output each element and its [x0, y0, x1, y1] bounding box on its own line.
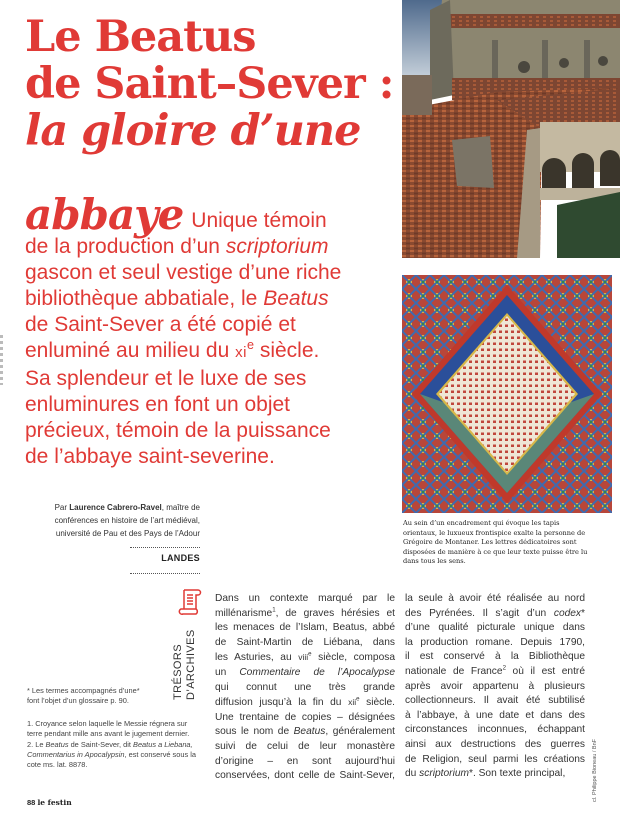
byline	[30, 501, 200, 540]
article-title	[25, 14, 405, 155]
byline-prefix: Par	[54, 503, 70, 512]
body-line: de Religion, seul parmi les créations	[405, 753, 585, 765]
body-line: collectionneurs. Il avait été subtilisé	[405, 695, 585, 707]
lede-italic: Beatus	[263, 287, 329, 310]
body-line: la seule à avoir été réalisée au nord	[405, 593, 585, 604]
lede-line: Sa splendeur et le luxe de ses	[25, 367, 307, 390]
century-numeral: xi	[235, 344, 247, 361]
title-line-2: de Saint–Sever :	[25, 59, 394, 109]
lede-text: bibliothèque abbatiale, le	[25, 287, 264, 310]
footnote-1: 1. Croyance selon laquelle le Messie régnera sur terre pendant mille ans avant le jugement dernier.	[27, 719, 190, 738]
lede-text: enluminé au milieu du	[25, 339, 236, 362]
body-column-2	[405, 592, 585, 782]
glossary-note	[27, 686, 202, 705]
body-line: d’une qualité picturale unique dans	[405, 622, 585, 634]
footnote-ref: 2	[502, 664, 506, 672]
body-line: qui connut une très grande	[215, 681, 395, 693]
body-line: ainsi aux destructions des guerres	[405, 738, 585, 750]
body-text: millénarisme	[215, 607, 273, 619]
body-line: Dans un contexte marqué par le	[215, 593, 395, 604]
lede-line: de Saint-Sever a été copié et	[25, 313, 296, 336]
glossary-mark: *	[581, 607, 585, 619]
body-text: sous le nom de	[215, 726, 294, 738]
body-italic: Beatus	[293, 726, 326, 738]
rubric-line-2: D’ARCHIVES	[185, 629, 197, 700]
body-text: , généralement	[325, 726, 395, 738]
region-label: LANDES	[161, 553, 200, 563]
body-text: siècle, composa	[311, 652, 396, 664]
byline-author: Laurence Cabrero-Ravel	[69, 503, 162, 512]
lede-italic: scriptorium	[225, 235, 329, 258]
century-numeral: xii	[348, 697, 357, 708]
divider	[130, 547, 200, 548]
lede-text: de la production d’un	[25, 235, 226, 258]
byline-role: , maître de	[161, 503, 200, 512]
body-line: à l’abbaye, à une date et dans des	[405, 709, 585, 721]
body-line: de Saint-Martin de Liébana, dans	[215, 636, 395, 648]
body-line: il est conservé à la Bibliothèque	[405, 651, 585, 663]
body-text: diffusion jusqu’à la fin du	[215, 697, 349, 709]
title-line-4: abbaye	[25, 190, 184, 239]
body-column-1	[215, 592, 395, 784]
glossary-note-line: * Les termes accompagnés d’une*	[27, 686, 140, 695]
photo-credit-text: cl. Philippe Bioneau / BnF	[592, 739, 598, 802]
article-lede	[25, 190, 395, 470]
lede-line: gascon et seul vestige d’une riche	[25, 261, 342, 284]
divider	[130, 573, 200, 574]
footnote-text: 2. Le	[27, 740, 46, 750]
glossary-note-line: font l’objet d’un glossaire p. 90.	[27, 695, 129, 705]
body-italic: Commentaire de l’Apocalypse	[239, 666, 395, 678]
page-number: 88	[27, 798, 36, 807]
footnotes	[27, 686, 202, 769]
century-numeral: viii	[298, 652, 309, 663]
rubric-line-1: TRÉSORS	[172, 644, 184, 700]
body-text: , de graves hérésies et	[275, 607, 395, 619]
magazine-name: le festin	[37, 798, 72, 807]
page-folio	[27, 798, 72, 807]
lede-text: siècle.	[253, 339, 320, 362]
body-italic: scriptorium	[419, 768, 469, 780]
body-line: après avoir appartenu à plusieurs	[405, 680, 585, 692]
lede-line: précieux, témoin de la puissance	[25, 419, 331, 442]
body-line: circonstances inconnues, échappant	[405, 724, 585, 736]
footnote-2	[27, 740, 202, 769]
byline-affiliation: université de Pau et des Pays de l’Adour	[55, 529, 200, 538]
body-text: des Pyrénées. Il s’agit d’un	[405, 607, 554, 619]
body-line: d’origine – en sont aujourd’hui	[215, 755, 395, 767]
superscript: e	[246, 338, 254, 352]
superscript: e	[308, 650, 312, 658]
footnote-italic: Beatus	[45, 740, 69, 750]
body-line: suivi de celui de leur monastère	[215, 740, 395, 752]
lede-line: de l’abbaye saint-severine.	[25, 445, 275, 468]
abbey-photo	[402, 0, 620, 258]
body-text: les Asturies, au	[215, 652, 299, 664]
body-text: où il est entré	[505, 665, 585, 677]
body-line: les menaces de l’Islam, Beatus, abbé	[215, 622, 395, 634]
footnote-text: de Saint-Sever, dit	[68, 740, 134, 750]
title-line-1: Le Beatus	[25, 12, 256, 62]
manuscript-frontispiece-image	[402, 275, 612, 513]
body-line: Une trentaine de copies – désignées	[215, 711, 395, 723]
image-caption: Au sein d’un encadrement qui évoque les tapis orientaux, le luxueux frontispice exalte la personne de Grégoire de Montaner. Les lettres dédicatoires sont disposées de manière à ce que leur texte puisse être lu dans tous les sens.	[403, 519, 588, 566]
body-line: la production romane. Depuis 1790,	[405, 636, 585, 648]
superscript: e	[356, 695, 360, 703]
footnote-ref: 1	[272, 606, 276, 614]
scroll-icon	[178, 588, 202, 616]
lede-line: Unique témoin	[191, 209, 327, 232]
body-text: un	[215, 666, 240, 678]
body-text: *. Son texte principal,	[469, 768, 566, 780]
body-text: nationale de France	[405, 665, 503, 677]
body-text: siècle.	[359, 697, 395, 709]
photo-credit	[592, 722, 602, 802]
body-line: conservées, dont celle de Saint-Sever,	[215, 770, 395, 782]
body-italic: codex	[553, 607, 582, 619]
body-text: du	[405, 768, 420, 780]
title-line-3: la gloire d’une	[25, 106, 361, 156]
byline-role: conférences en histoire de l’art médiéval,	[54, 516, 200, 525]
footnote-text: , est conservé sous la cote ms. lat. 8878.	[27, 749, 196, 769]
lede-line: enluminures en font un objet	[25, 393, 291, 416]
footnote-italic: Beatus a Liebana, Commentarius in Apocalypsin	[27, 740, 193, 759]
page-edge-mark	[0, 335, 3, 385]
